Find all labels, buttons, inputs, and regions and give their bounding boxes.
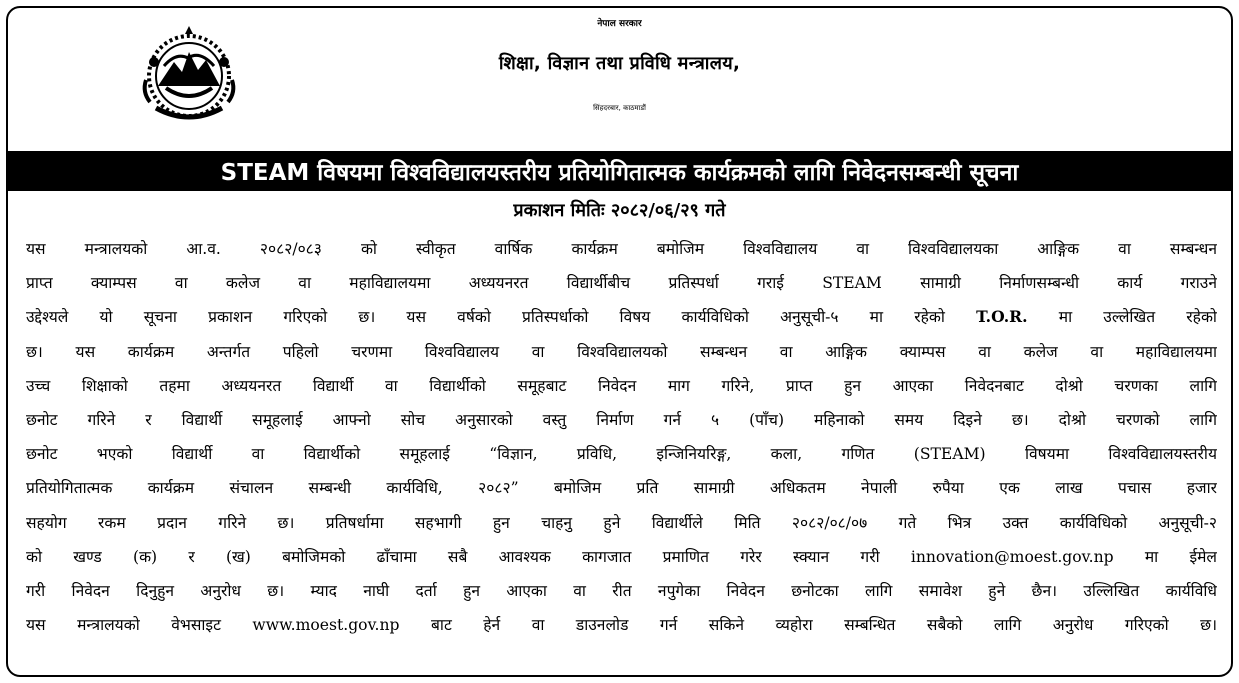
body-line-text: उद्देश्यले यो सूचना प्रकाशन गरिएको छ। यस वर्षको प्रतिस्पर्धाको विषय कार्यविधिको अनुसूची-५ मा रहेको [26,308,945,327]
body-line: सहयोग रकम प्रदान गरिने छ। प्रतिषर्धामा सहभागी हुन चाहनु हुने विद्यार्थीले मिति २०८२/०८/०७ गते भित्र उक्त कार्यविधिको अनुसूची-२ [26,513,1217,532]
ministry-location: सिंहदरबार, काठमाडौं [593,104,646,112]
body-line: उच्च शिक्षाको तहमा अध्ययनरत विद्यार्थी वा विद्यार्थीको समूहबाट निवेदन माग गरिने, प्राप्त हुन आएका निवेदनबाट दोश्रो चरणका लागि [26,376,1217,395]
notice-frame [6,6,1233,677]
notice-body [26,232,1217,642]
body-line-tail: मा उल्लेखित रहेको [1058,308,1217,327]
body-line: प्रतियोगितात्मक कार्यक्रम संचालन सम्बन्धी कार्यविधि, २०८२” बमोजिम प्रति सामाग्री अधिकतम नेपाली रुपैया एक लाख पचास हजार [26,479,1217,498]
notice-title: STEAM विषयमा विश्वविद्यालयस्तरीय प्रतियोगितात्मक कार्यक्रमको लागि निवेदनसम्बन्धी सूचना [220,160,1019,186]
body-line-with-tor [26,300,1217,334]
government-name: नेपाल सरकार [597,19,642,29]
body-line: यस मन्त्रालयको आ.व. २०८२/०८३ को स्वीकृत वार्षिक कार्यक्रम बमोजिम विश्वविद्यालय वा विश्वविद्यालयका आङ्गिक वा सम्बन्धन [26,240,1217,258]
body-line: छनोट गरिने र विद्यार्थी समूहलाई आफ्नो सोच अनुसारको वस्तु निर्माण गर्न ५ (पाँच) महिनाको समय दिइने छ। दोश्रो चरणको लागि [26,410,1217,429]
notice-title-banner [8,151,1231,191]
tor-reference: T.O.R. [976,307,1028,327]
body-line: छनोट भएको विद्यार्थी वा विद्यार्थीको समूहलाई “विज्ञान, प्रविधि, इन्जिनियरिङ्ग, कला, गणित (STEAM) विषयमा विश्वविद्यालयस्तरीय [26,445,1217,464]
ministry-name: शिक्षा, विज्ञान तथा प्रविधि मन्त्रालय, [498,53,741,74]
body-line: छ। यस कार्यक्रम अन्तर्गत पहिलो चरणमा विश्वविद्यालय वा विश्वविद्यालयको सम्बन्धन वा आङ्गिक क्याम्पस वा कलेज वा महाविद्यालयमा [26,342,1217,361]
body-line: गरी निवेदन दिनुहुन अनुरोध छ। म्याद नाघी दर्ता हुन आएका वा रीत नपुगेका निवेदन छनोटका लागि समावेश हुने छैन। उल्लिखित कार्यविधि [26,581,1217,600]
body-line-email: को खण्ड (क) र (ख) बमोजिमको ढाँचामा सबै आवश्यक कागजात प्रमाणित गरेर स्क्यान गरी innovation@moest.gov.np मा ईमेल [26,547,1217,566]
published-date: प्रकाशन मितिः २०८२/०६/२९ गते [513,200,726,221]
body-line: प्राप्त क्याम्पस वा कलेज वा महाविद्यालयमा अध्ययनरत विद्यार्थीबीच प्रतिस्पर्धा गराई STEAM सामाग्री निर्माणसम्बन्धी कार्य गराउने [26,274,1217,293]
body-line-website: यस मन्त्रालयको वेभसाइट www.moest.gov.np बाट हेर्न वा डाउनलोड गर्न सकिने व्यहोरा सम्बन्धित सबैको लागि अनुरोध गरिएको छ। [26,616,1217,635]
